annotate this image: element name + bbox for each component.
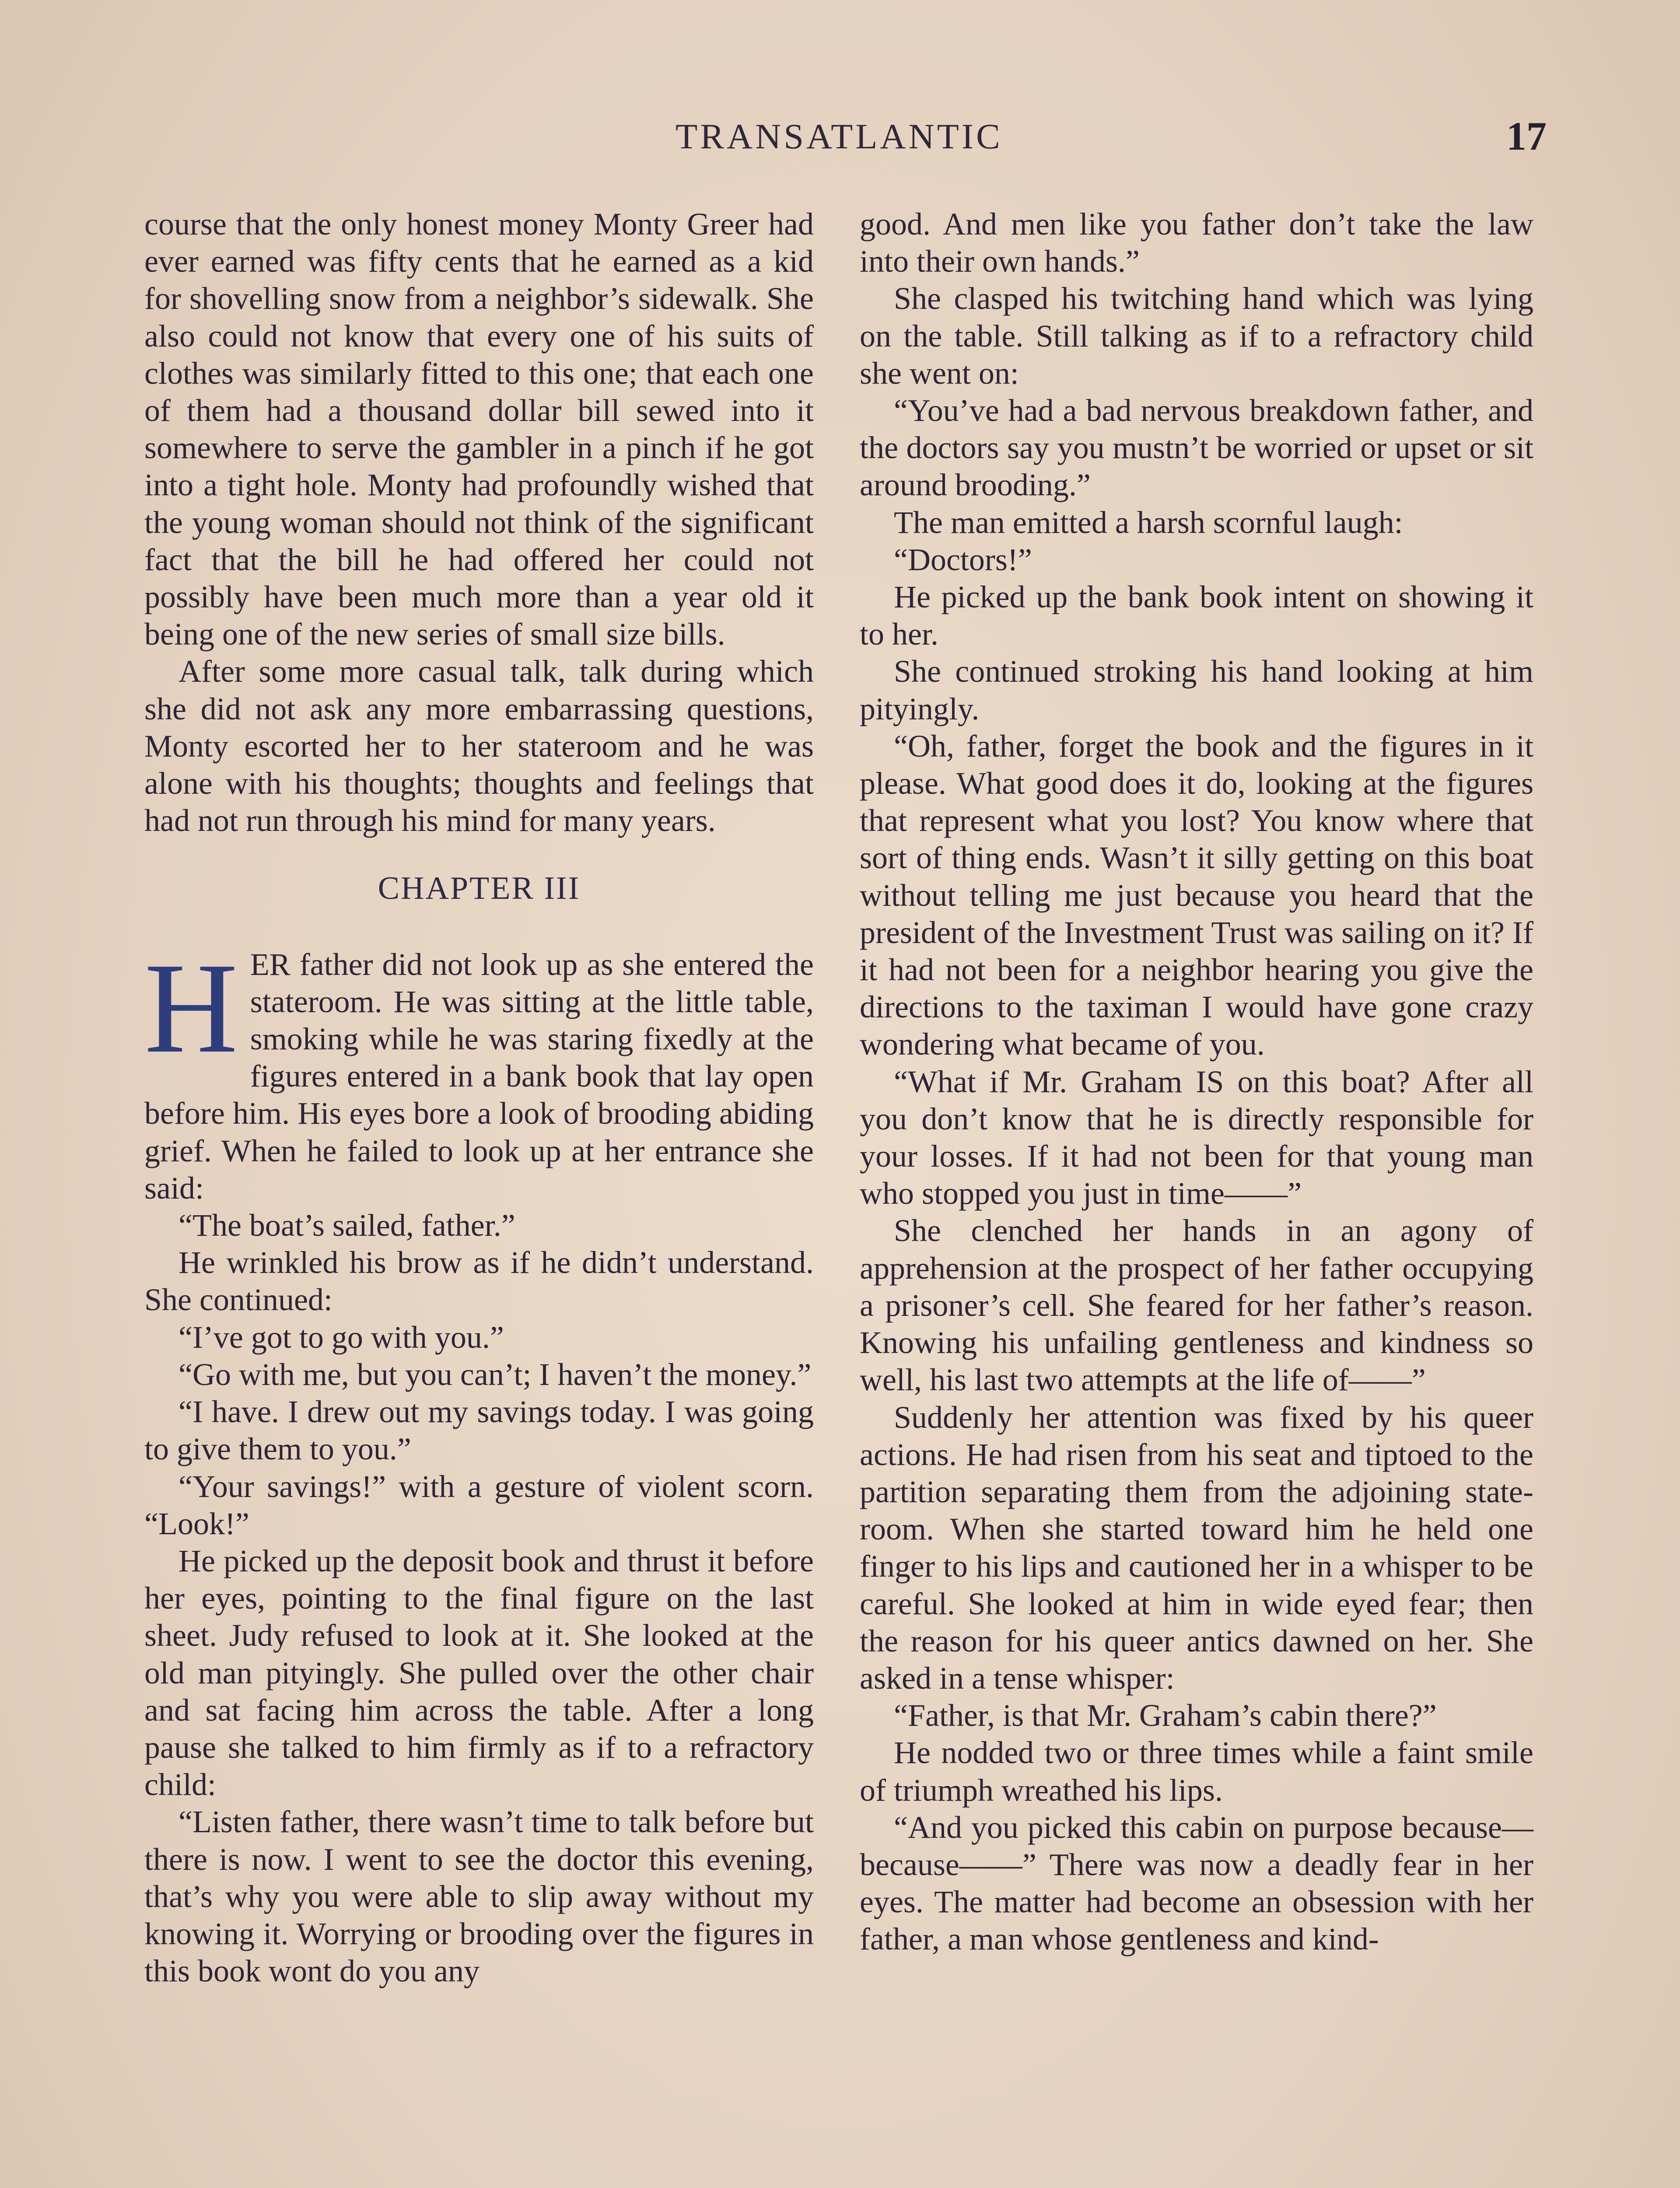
paragraph: “Father, is that Mr. Graham’s cabin there?” <box>894 1698 1437 1733</box>
paragraph: “Oh, father, forget the book and the figures in it please. What good does it do, looking at the figures that represent what you lost? You know where that sort of thing ends. Wasn’t it silly getting on this boat without telling me just because you heard that the president of the Investment Trust was sailing on it? If it had not been for a neighbor hearing you give the directions to the taximan I would have gone crazy wondering what became of you. <box>860 728 1533 1062</box>
paragraph: “And you picked this cabin on purpose because—because——” There was now a deadly fear in her eyes. The matter had become an obsession with her father, a man whose gentleness and kind- <box>860 1809 1533 1957</box>
paragraph: He picked up the bank book intent on showing it to her. <box>860 579 1533 652</box>
paragraph: She clasped his twitching hand which was lying on the table. Still talking as if to a refractory child she went on: <box>860 281 1533 391</box>
page-number: 17 <box>1506 114 1547 158</box>
chapter-opening-paragraph <box>144 936 814 1207</box>
paragraph: “Your savings!” with a gesture of violent scorn. “Look!” <box>144 1469 814 1541</box>
paragraph: Suddenly her attention was fixed by his queer actions. He had risen from his seat and tiptoed to the partition separating them from the adjoining stateroom. When she started toward him he held one finger to his lips and cautioned her in a whisper to be careful. She looked at him in wide eyed fear; then the reason for his queer antics dawned on her. She asked in a tense whisper: <box>860 1399 1533 1696</box>
running-title: TRANSATLANTIC <box>676 116 1003 156</box>
paragraph: He wrinkled his brow as if he didn’t understand. She continued: <box>144 1245 814 1318</box>
drop-cap: H <box>144 936 238 1080</box>
paragraph: “I have. I drew out my savings today. I was going to give them to you.” <box>144 1394 814 1467</box>
paragraph: He nodded two or three times while a faint smile of triumph wreathed his lips. <box>860 1735 1533 1808</box>
right-column <box>860 206 1533 1958</box>
paragraph: “Doctors!” <box>894 542 1032 577</box>
paragraph: He picked up the deposit book and thrust it before her eyes, pointing to the final figure on the last sheet. Judy refused to look at it. She looked at the old man pityingly. She pulled over the other chair and sat facing him across the table. After a long pause she talked to him firmly as if to a refractory child: <box>144 1543 814 1802</box>
paragraph: She clenched her hands in an agony of apprehension at the prospect of her father occupying a prisoner’s cell. She feared for her father’s reason. Knowing his unfailing gentleness and kindness so well, his last two attempts at the life of——” <box>860 1213 1533 1398</box>
paragraph: “What if Mr. Graham IS on this boat? After all you don’t know that he is directly responsible for your losses. If it had not been for that young man who stopped you just in time——” <box>860 1064 1533 1211</box>
paragraph: “Listen father, there wasn’t time to talk before but there is now. I went to see the doctor this evening, that’s why you were able to slip away without my knowing it. Worrying or brooding over the figures in this book wont do you any <box>144 1804 814 1989</box>
paragraph: good. And men like you father don’t take the law into their own hands.” <box>860 207 1533 279</box>
paragraph: She continued stroking his hand looking at him pityingly. <box>860 654 1533 726</box>
paragraph: “The boat’s sailed, father.” <box>178 1208 515 1243</box>
paragraph: The man emitted a harsh scornful laugh: <box>894 505 1403 540</box>
paragraph: “You’ve had a bad nervous breakdown father, and the doctors say you mustn’t be worried or upset or sit around brooding.” <box>860 393 1533 503</box>
paragraph: After some more casual talk, talk during which she did not ask any more embarrassing questions, Monty escorted her to her stateroom and he was alone with his thoughts; thoughts and feelings that had not run through his mind for many years. <box>144 654 814 838</box>
paragraph: “I’ve got to go with you.” <box>178 1319 504 1355</box>
paragraph: “Go with me, but you can’t; I haven’t the money.” <box>178 1357 812 1392</box>
paragraph-text: ER father did not look up as she entered the stateroom. He was sitting at the little table, smoking while he was staring fixedly at the figures entered in a bank book that lay open before him. His eyes bore a look of brooding abiding grief. When he failed to look up at her entrance she said: <box>144 947 814 1206</box>
paragraph: course that the only honest money Monty Greer had ever earned was fifty cents that he earned as a kid for shovelling snow from a neighbor’s sidewalk. She also could not know that every one of his suits of clothes was similarly fitted to this one; that each one of them had a thousand dollar bill sewed into it somewhere to serve the gambler in a pinch if he got into a tight hole. Monty had profoundly wished that the young woman should not think of the significant fact that the bill he had offered her could not possibly have been much more than a year old it being one of the new series of small size bills. <box>144 207 814 652</box>
left-column <box>144 206 814 1990</box>
chapter-heading: CHAPTER III <box>378 870 581 907</box>
